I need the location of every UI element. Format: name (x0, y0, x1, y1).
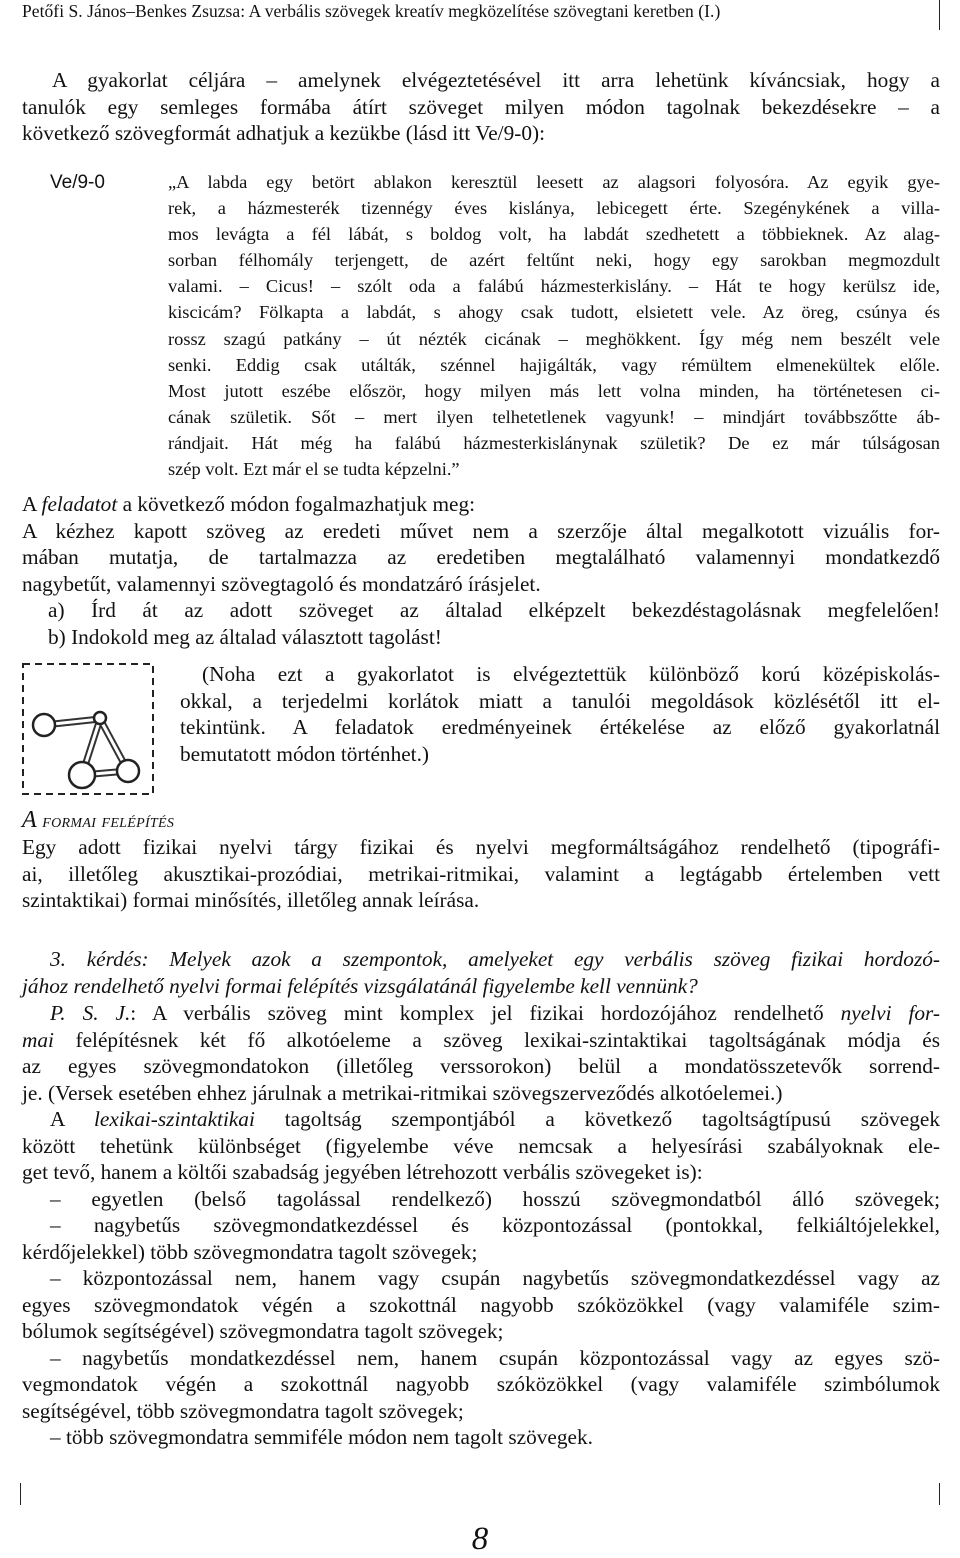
example-line: cának születik. Sőt – mert ilyen telhetetlenek vagyunk! – mindjárt továbbszőtte áb- (168, 406, 940, 427)
task-item-a: a) Írd át az adott szöveget az általad elképzelt bekezdéstagolásnak megfelelően! (48, 598, 940, 622)
answer-line: get tevő, hanem a költői szabadság jegyében létrehozott verbális szövegeket is): (22, 1160, 703, 1184)
answer-line: között tehetünk különbséget (figyelembe véve nemcsak a helyesírási szabályoknak ele- (22, 1133, 940, 1158)
example-line: „A labda egy betört ablakon keresztül leesett az alagsori folyosóra. Az egyik gye- (168, 172, 940, 192)
list-item-cont: segítségével, több szövegmondatra tagolt szövegek; (22, 1398, 464, 1423)
example-line: valami. – Cicus! – szólt oda a falábú házmesterkislány. – Hát te hogy kerülsz ide, (168, 276, 940, 297)
list-item: – nagybetűs szövegmondatkezdéssel és központozással (pontokkal, felkiáltójelekkel, (50, 1213, 940, 1237)
answer-line: az egyes szövegmondatokon (illetőleg verssorokon) belül a mondatösszetevők sorrend- (22, 1054, 940, 1078)
example-line: rándjait. Hát még ha falábú házmesterkislánynak születik? De ez már túlságosan (168, 432, 940, 453)
molecule-icon (22, 663, 154, 795)
section-heading: A formai felépítés (22, 807, 175, 833)
section-line: ai, illetőleg akusztikai-prozódiai, metrikai-ritmikai, valamint a legtágabb értelemben vett (22, 861, 940, 886)
task-block (22, 491, 940, 650)
example-line: sorban félhomály terjengett, de azért feltűnt neki, hogy egy sarokban megmozdult (168, 250, 940, 271)
answer-block (22, 1000, 940, 1451)
list-item: – több szövegmondatra semmiféle módon nem tagolt szövegek. (50, 1425, 593, 1449)
molecule-figure (22, 663, 154, 795)
question-line: jához rendelhető nyelvi formai felépítés vizsgálatánál figyelembe kell vennünk? (22, 973, 698, 998)
footer-left-rule (20, 1483, 21, 1505)
example-line: szép volt. Ezt már el se tudta képzelni.” (168, 459, 460, 480)
intro-line: következő szövegformát adhatjuk a kezükbe (lásd itt Ve/9-0): (22, 121, 545, 145)
answer-line: je. (Versek esetében ehhez járulnak a metrikai-ritmikai szövegszerveződés alkotóelemei.) (22, 1080, 783, 1105)
note-line: (Noha ezt a gyakorlatot is elvégeztettük különböző korú középiskolás- (202, 662, 940, 686)
footer-right-rule (939, 1483, 940, 1505)
header-right-rule (939, 0, 940, 30)
example-line: rossz szagú patkány – út nézték cicának – meghökkent. Így még nem beszélt vele (168, 328, 940, 349)
example-line: mos levágta a fél lábát, s boldog volt, ha labdát szedhetett a többieknek. Az alag- (168, 224, 940, 245)
example-line: rek, a házmesterék tizennégy éves kislánya, lebicegett érte. Szegénykének a villa- (168, 198, 940, 219)
question-block (22, 946, 940, 999)
task-line: A kézhez kapott szöveg az eredeti művet nem a szerzője által megalkotott vizuális for- (22, 518, 940, 543)
note-line: tekintünk. A feladatok eredményeinek értékelése az előző gyakorlatnál (180, 715, 940, 739)
note-line: bemutatott módon történhet.) (180, 741, 430, 766)
example-line: kiscicám? Fölkapta a labdát, s ahogy csak tudott, elsietett vele. Az öreg, csúnya és (168, 302, 940, 323)
task-line: nagybetűt, valamennyi szövegtagoló és mondatzáró írásjelet. (22, 571, 541, 596)
example-label: Ve/9-0 (50, 172, 105, 193)
example-text (168, 169, 940, 482)
intro-line: A gyakorlat céljára – amelynek elvégeztetésével itt arra lehetünk kíváncsiak, hogy a (52, 68, 940, 92)
task-item-b: b) Indokold meg az általad választott tagolást! (48, 624, 442, 649)
section-definition (22, 834, 940, 914)
list-item: – központozással nem, hanem vagy csupán nagybetűs szövegmondatkezdéssel vagy az (50, 1266, 940, 1290)
task-line: mában mutatja, de tartalmazza az eredetiben megtalálható valamennyi mondatkezdő (22, 545, 940, 569)
list-item-cont: bólumok segítségével) szövegmondatra tagolt szövegek; (22, 1319, 504, 1343)
answer-line: mai felépítésnek két fő alkotóeleme a szöveg lexikai-szintaktikai tagoltságának módja és (22, 1027, 940, 1052)
intro-line: tanulók egy semleges formába átírt szöveget milyen módon tagolnak bekezdésekre – a (22, 94, 940, 119)
list-item-cont: egyes szövegmondatok végén a szokottnál nagyobb szóközökkel (vagy valamiféle szim- (22, 1292, 940, 1317)
list-item: – egyetlen (belső tagolással rendelkező) hosszú szövegmondatból álló szövegek; (50, 1186, 940, 1211)
note-line: okkal, a terjedelmi korlátok miatt a tanulói megoldások közlésétől itt el- (180, 688, 940, 713)
list-item: – nagybetűs mondatkezdéssel nem, hanem csupán központozással vagy az egyes szö- (50, 1345, 940, 1370)
running-header: Petőfi S. János–Benkes Zsuzsa: A verbális szövegek kreatív megközelítése szövegtani keretben (I.) (22, 1, 721, 21)
answer-line: P. S. J.: A verbális szöveg mint komplex jel fizikai hordozójához rendelhető nyelvi for- (50, 1001, 940, 1025)
section-line: szintaktikai) formai minősítés, illetőleg annak leírása. (22, 888, 480, 912)
page-number: 8 (471, 1521, 489, 1557)
example-line: Most jutott eszébe először, hogy milyen más lett volna minden, ha történetesen ci- (168, 380, 940, 401)
task-intro: A feladatot a következő módon fogalmazhatjuk meg: (22, 492, 476, 516)
example-line: senki. Eddig csak utálták, szénnel hajigálták, vagy rémültem elmenekültek előle. (168, 354, 940, 375)
note-paragraph (180, 661, 940, 767)
section-line: Egy adott fizikai nyelvi tárgy fizikai és nyelvi megformáltságához rendelhető (tipográfi- (22, 835, 940, 859)
intro-paragraph (22, 67, 940, 147)
question-line: 3. kérdés: Melyek azok a szempontok, amelyeket egy verbális szöveg fizikai hordozó- (50, 947, 940, 971)
list-item-cont: kérdőjelekkel) több szövegmondatra tagolt szövegek; (22, 1239, 478, 1264)
list-item-cont: vegmondatok végén a szokottnál nagyobb szóközökkel (vagy valamiféle szimbólumok (22, 1372, 940, 1396)
answer-line: A lexikai-szintaktikai tagoltság szempontjából a következő tagoltságtípusú szövegek (50, 1107, 940, 1131)
